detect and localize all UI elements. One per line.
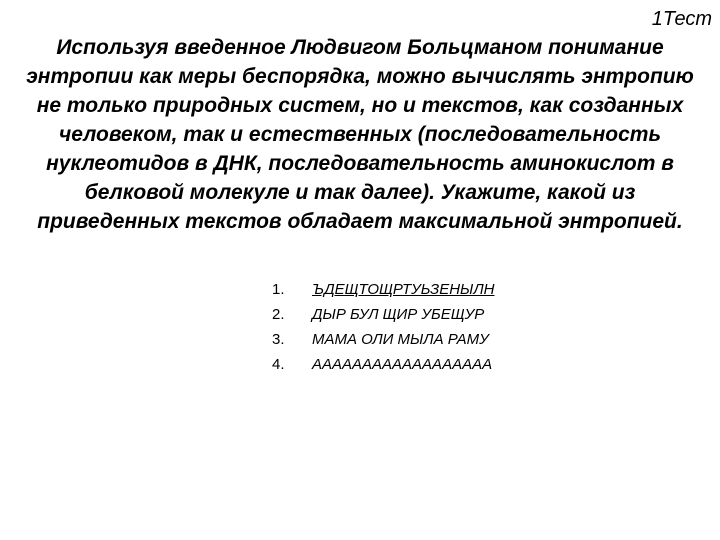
answer-text: МАМА ОЛИ МЫЛА РАМУ (312, 331, 489, 348)
answer-option-1[interactable] (272, 281, 494, 306)
slide-label: 1Тест (651, 8, 712, 30)
answer-option-2[interactable] (272, 306, 494, 331)
answer-text: АААААААААААААААААА (312, 356, 493, 373)
answer-number: 2. (272, 306, 285, 323)
answer-option-4[interactable] (272, 356, 494, 381)
answer-number: 3. (272, 331, 285, 348)
answer-text: ДЫР БУЛ ЩИР УБЕЩУР (312, 306, 485, 323)
question-text: Используя введенное Людвигом Больцманом понимание энтропии как меры беспорядка, можно вычислять энтропию не только природных систем, но и текстов, как созданных человеком, так и естественных (последовательность нуклеотидов в ДНК, последовательность аминокислот в белковой молекуле и так далее). Укажите, какой из приведенных текстов обладает максимальной энтропией. (26, 36, 694, 233)
answer-option-3[interactable] (272, 331, 494, 356)
answer-list (272, 281, 494, 381)
answer-number: 1. (272, 281, 285, 298)
answer-number: 4. (272, 356, 285, 373)
answer-text: ЪДЕЩТОЩРТУЬЗЕНЫЛН (312, 281, 495, 298)
